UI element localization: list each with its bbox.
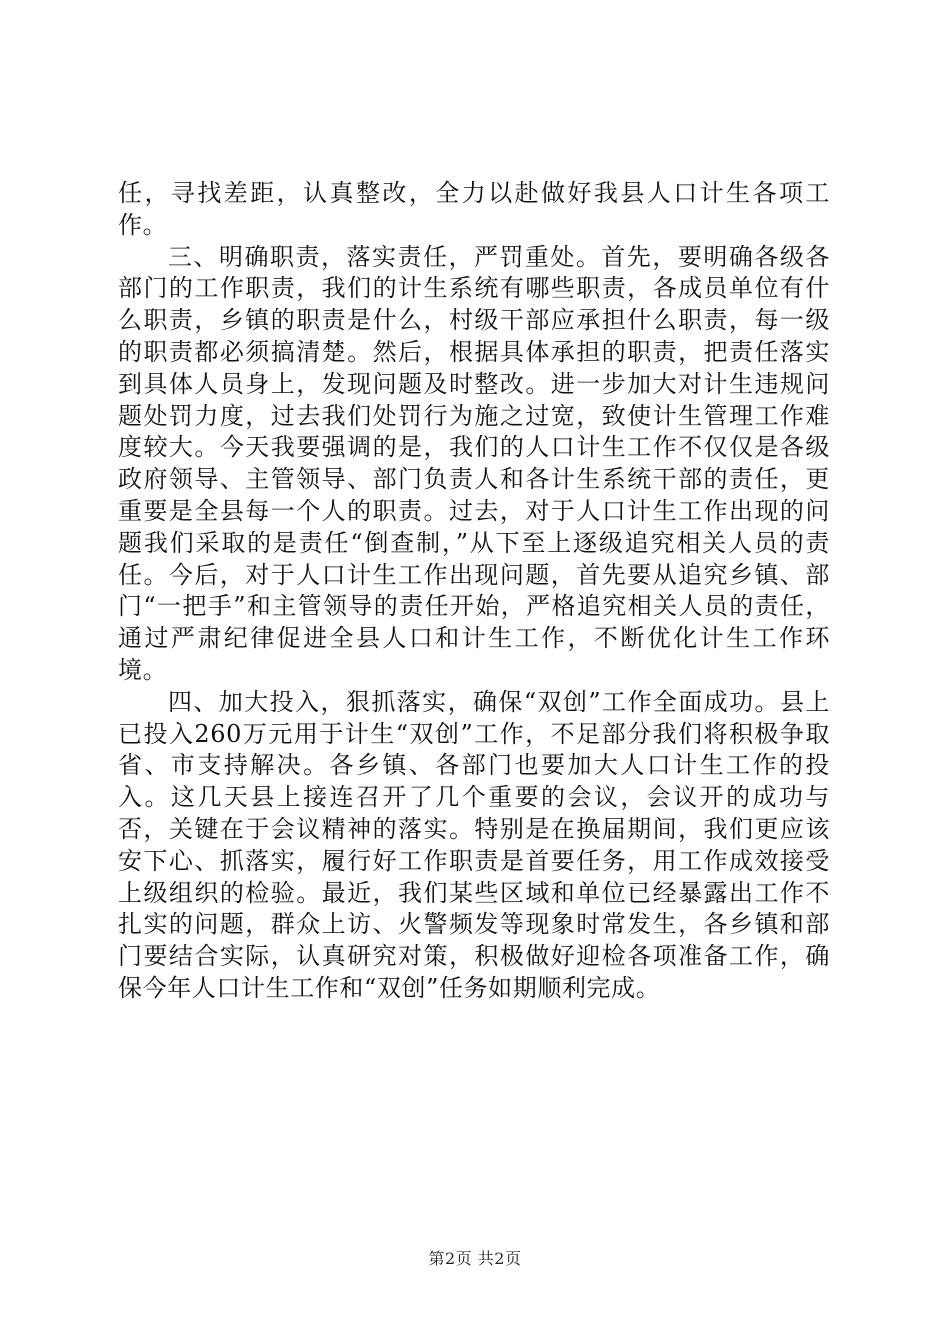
paragraph-continuation: 任，寻找差距，认真整改，全力以赴做好我县人口计生各项工作。 [118,179,830,239]
document-body [118,178,830,1005]
paragraph-section-four: 四、加大投入，狠抓落实，确保“双创”工作全面成功。县上已投入260万元用于计生“双创”工作，不足部分我们将积极争取省、市支持解决。各乡镇、各部门也要加大人口计生工作的投入。这几天县上接连召开了几个重要的会议，会议开的成功与否，关键在于会议精神的落实。特别是在换届期间，我们更应该安下心、抓落实，履行好工作职责是首要任务，用工作成效接受上级组织的检验。最近，我们某些区域和单位已经暴露出工作不扎实的问题，群众上访、火警频发等现象时常发生，各乡镇和部门要结合实际，认真研究对策，积极做好迎检各项准备工作，确保今年人口计生工作和“双创”任务如期顺利完成。 [118,687,830,1002]
page-footer [0,1246,950,1269]
paragraph-section-three: 三、明确职责，落实责任，严罚重处。首先，要明确各级各部门的工作职责，我们的计生系统有哪些职责，各成员单位有什么职责，乡镇的职责是什么，村级干部应承担什么职责，每一级的职责都必须搞清楚。然后，根据具体承担的职责，把责任落实到具体人员身上，发现问题及时整改。进一步加大对计生违规问题处罚力度，过去我们处罚行为施之过宽，致使计生管理工作难度较大。今天我要强调的是，我们的人口计生工作不仅仅是各级政府领导、主管领导、部门负责人和各计生系统干部的责任，更重要是全县每一个人的职责。过去，对于人口计生工作出现的问题我们采取的是责任“倒查制，”从下至上逐级追究相关人员的责任。今后，对于人口计生工作出现问题，首先要从追究乡镇、部门“一把手”和主管领导的责任开始，严格追究相关人员的责任，通过严肃纪律促进全县人口和计生工作，不断优化计生工作环境。 [118,242,830,684]
page-number-label: 第2页 共2页 [428,1249,522,1268]
